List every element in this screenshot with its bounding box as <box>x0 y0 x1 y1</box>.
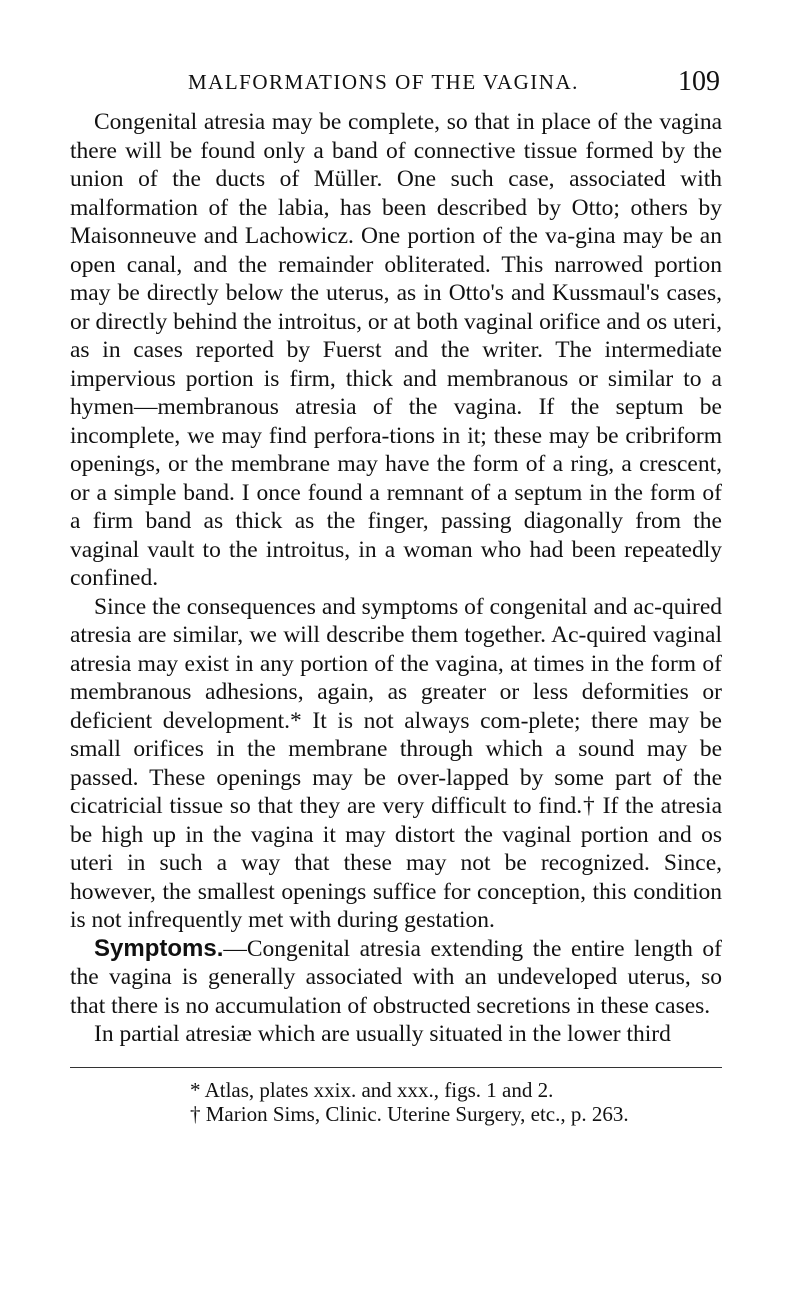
page-number: 109 <box>678 66 720 97</box>
footnote-divider <box>70 1067 722 1068</box>
paragraph: Since the consequences and symptoms of congenital and ac-quired atresia are similar, we will describe them together. Ac-quired vaginal atresia may exist in any portion of the vagina, at times in the form of membranous adhesions, again, as greater or less deformities or deficient development.* It is not always com-plete; there may be small orifices in the membrane through which a sound may be passed. These openings may be over-lapped by some part of the cicatricial tissue so that they are very difficult to find.† If the atresia be high up in the vagina it may distort the vaginal portion and os uteri in such a way that these may not be recognized. Since, however, the smallest openings suffice for conception, this condition is not infrequently met with during gestation. <box>70 593 722 933</box>
footnote: † Marion Sims, Clinic. Uterine Surgery, etc., p. 263. <box>190 1102 629 1126</box>
footnote: * Atlas, plates xxix. and xxx., figs. 1 and 2. <box>190 1077 554 1102</box>
paragraph: Congenital atresia may be complete, so that in place of the vagina there will be found only a band of connective tissue formed by the union of the ducts of Müller. One such case, associated with malformation of the labia, has been described by Otto; others by Maisonneuve and Lachowicz. One portion of the va-gina may be an open canal, and the remainder obliterated. This narrowed portion may be directly below the uterus, as in Otto's and Kussmaul's cases, or directly behind the introitus, or at both vaginal orifice and os uteri, as in cases reported by Fuerst and the writer. The intermediate impervious portion is firm, thick and membranous or similar to a hymen—membranous atresia of the vagina. If the septum be incomplete, we may find perfora-tions in it; these may be cribriform openings, or the membrane may have the form of a ring, a crescent, or a simple band. I once found a remnant of a septum in the form of a firm band as thick as the finger, passing diagonally from the vaginal vault to the introitus, in a woman who had been repeatedly confined. <box>70 109 722 591</box>
section-lead-symptoms: Symptoms. <box>94 934 224 962</box>
footnotes <box>70 1078 722 1127</box>
page-header <box>70 62 722 102</box>
running-head: MALFORMATIONS OF THE VAGINA. <box>188 70 579 94</box>
paragraph <box>70 935 722 1021</box>
paragraph: In partial atresiæ which are usually situated in the lower third <box>94 1021 671 1047</box>
body-text <box>70 108 722 1049</box>
paragraph-text: —Congenital atresia extending the entire length of the vagina is generally associated with an undeveloped uterus, so that there is no accumulation of obstructed secretions in these cases. <box>70 935 722 1019</box>
book-page <box>70 62 722 1127</box>
